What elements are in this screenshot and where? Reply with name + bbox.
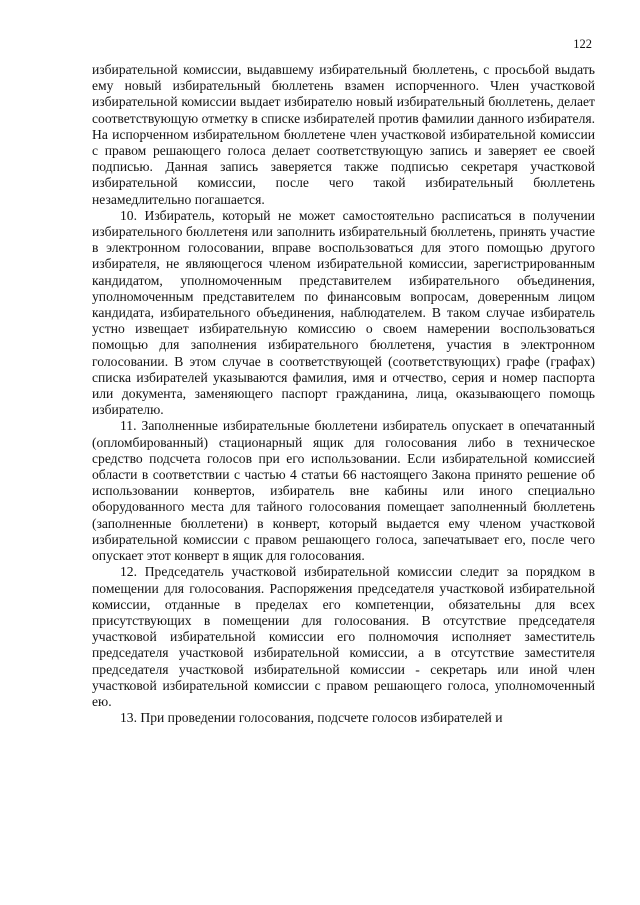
paragraph-13: 13. При проведении голосования, подсчете голосов избирателей и	[120, 710, 503, 726]
paragraph-12: 12. Председатель участковой избирательной комиссии следит за порядком в помещении для голосования. Распоряжения председателя участковой избирательной комиссии, отданные в пределах его компетенции, обязательны для всех присутствующих в помещении для голосования. В отсутствие председателя участковой избирательной комиссии его полномочия исполняет заместитель председателя участковой избирательной комиссии, а в отсутствие заместителя председателя участковой избирательной комиссии - секретарь или иной член участковой избирательной комиссии с правом решающего голоса, уполномоченный ею.	[92, 564, 595, 709]
paragraph-continuation: избирательной комиссии, выдавшему избирательный бюллетень, с просьбой выдать ему новый избирательный бюллетень взамен испорченного. Член участковой избирательной комиссии выдает избирателю новый избирательный бюллетень, делает соответствующую отметку в списке избирателей против фамилии данного избирателя. На испорченном избирательном бюллетене член участковой избирательной комиссии с правом решающего голоса делает соответствующую запись и заверяет ее своей подписью. Данная запись заверяется также подписью секретаря участковой избирательной комиссии, после чего такой избирательный бюллетень незамедлительно погашается.	[92, 62, 595, 207]
paragraph-10: 10. Избиратель, который не может самостоятельно расписаться в получении избирательного бюллетеня или заполнить избирательный бюллетень, принять участие в электронном голосовании, вправе воспользоваться для этого помощью другого избирателя, не являющегося членом избирательной комиссии, зарегистрированным кандидатом, уполномоченным представителем избирательного объединения, уполномоченным представителем по финансовым вопросам, доверенным лицом кандидата, избирательного объединения, наблюдателем. В таком случае избиратель устно извещает избирательную комиссию о своем намерении воспользоваться помощью для заполнения избирательного бюллетеня, участия в электронном голосовании. В этом случае в соответствующей (соответствующих) графе (графах) списка избирателей указываются фамилия, имя и отчество, серия и номер паспорта или документа, заменяющего паспорт гражданина, лица, оказывающего помощь избирателю.	[92, 207, 595, 418]
paragraph-11: 11. Заполненные избирательные бюллетени избиратель опускает в опечатанный (опломбированный) стационарный ящик для голосования либо в техническое средство подсчета голосов при его использовании. Если избирательной комиссией области в соответствии с частью 4 статьи 66 настоящего Закона принято решение об использовании конвертов, избиратель вне кабины или иного специально оборудованного места для тайного голосования помещает заполненный бюллетень (заполненные бюллетени) в конверт, который выдается ему членом участковой избирательной комиссии с правом решающего голоса, запечатывает его, после чего опускает этот конверт в ящик для голосования.	[92, 418, 595, 564]
document-body	[92, 62, 595, 726]
page-number: 122	[573, 37, 592, 51]
